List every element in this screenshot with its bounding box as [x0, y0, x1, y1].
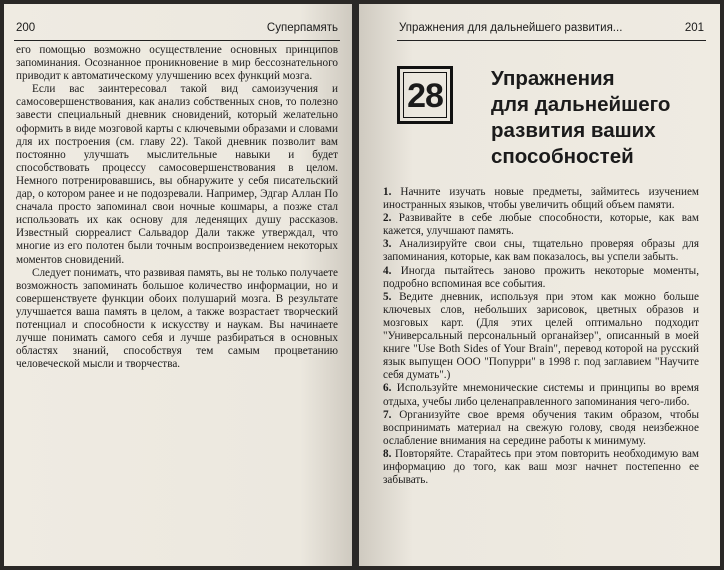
exercise-list	[383, 186, 699, 487]
list-item	[383, 291, 699, 383]
list-item	[383, 186, 699, 212]
item-text: Повторяйте. Старайтесь при этом повторить необходимую вам информацию до того, как ваш мозг начнет постепенно ее забывать.	[383, 447, 700, 487]
item-text: Организуйте свое время обучения таким образом, чтобы воспринимать материал на свежую голову, сводя неизбежное ослабление внимания на середине работы к минимуму.	[383, 408, 699, 447]
item-number: 1.	[383, 186, 392, 198]
item-text: Ведите дневник, используя при этом как можно больше ключевых слов, небольших зарисовок, цветных образов и мозговых карт. (Для этих целей оптимально подходит "Универсальный персональный органайзер", описанный в моей книге "Use Both Sides of Your Brain", перевод которой на русский язык выпущен ООО "Попурри" в 1998 г. под заглавием "Научите себя думать".)	[383, 290, 699, 382]
page-number: 200	[16, 22, 36, 34]
paragraph: Если вас заинтересовал такой вид самоизучения и самосовершенствования, как анализ собственных снов, то полезно завести специальный дневник сновидений, который желательно оформить в виде мозговой карты с ключевыми образами и словами для их построения (см. главу 22). Такой дневник позволит вам постоянно улучшать мыслительные навыки и будет способствовать процессу самосовершенствования в целом. Немного потренировавшись, вы обнаружите у себя писательский дар, о котором ранее и не подозревали. Например, Эдгар Аллан По сначала просто запоминал свои ночные кошмары, а позже стал использовать их как основу для леденящих душу рассказов. Известный сюрреалист Сальвадор Дали также утверждал, что многие из его полотен были точным воспроизведением некоторых моментов сновидений.	[16, 83, 338, 266]
list-item	[383, 212, 699, 238]
list-item	[383, 409, 699, 448]
item-number: 2.	[383, 212, 392, 225]
chapter-title-line: для дальнейшего	[491, 93, 671, 116]
item-number: 8.	[383, 447, 392, 460]
item-number: 7.	[383, 408, 392, 421]
item-text: Анализируйте свои сны, тщательно проверяя образы для запоминания, которые, как вам показалось, вы успели забыть.	[383, 238, 700, 264]
chapter-title	[491, 66, 711, 170]
left-running-header	[14, 20, 340, 41]
left-page	[4, 4, 352, 566]
chapter-title-line: способностей	[491, 145, 634, 168]
running-title: Упражнения для дальнейшего развития...	[399, 22, 623, 34]
item-text: Иногда пытайтесь заново прожить некоторые моменты, подробно вспоминая все события.	[383, 264, 699, 290]
item-text: Начните изучать новые предметы, займитесь изучением иностранных языков, чтобы увеличить общий объем памяти.	[383, 186, 699, 212]
paragraph: Следует понимать, что развивая память, вы не только получаете возможность запоминать большое количество информации, но и совершенствуете функции обоих полушарий мозга. В результате улучшается ваша память в целом, а также возрастает творческий потенциал и способности к искусству и наукам. Вы начинаете лучше понимать самого себя и лучше разбираться в основных областях знаний, способствуя тем самым процветанию человеческой мысли и творчества.	[16, 266, 338, 371]
chapter-number: 28	[403, 72, 447, 118]
chapter-number-box	[397, 66, 453, 124]
chapter-title-line: Упражнения	[491, 67, 615, 90]
list-item	[383, 382, 699, 408]
list-item	[383, 265, 699, 291]
left-body-text	[16, 44, 338, 371]
right-running-header	[397, 20, 706, 41]
list-item	[383, 448, 699, 487]
item-number: 4.	[383, 264, 392, 277]
item-number: 3.	[383, 238, 392, 251]
right-page	[359, 4, 720, 566]
page-number: 201	[684, 22, 704, 34]
item-text: Развивайте в себе любые способности, которые, как вам кажется, улучшают память.	[383, 212, 699, 238]
item-number: 5.	[383, 290, 392, 303]
running-title: Суперпамять	[266, 22, 338, 34]
item-number: 6.	[383, 382, 392, 395]
chapter-title-line: развития ваших	[491, 119, 656, 142]
item-text: Используйте мнемонические системы и принципы во время отдыха, учебы либо целенаправленного запоминания чего-либо.	[383, 382, 699, 408]
list-item	[383, 238, 699, 264]
paragraph: его помощью возможно осуществление основных принципов запоминания. Осознанное проникновение в мир бессознательного приводит к автоматическому улучшению всех функций мозга.	[16, 44, 338, 83]
